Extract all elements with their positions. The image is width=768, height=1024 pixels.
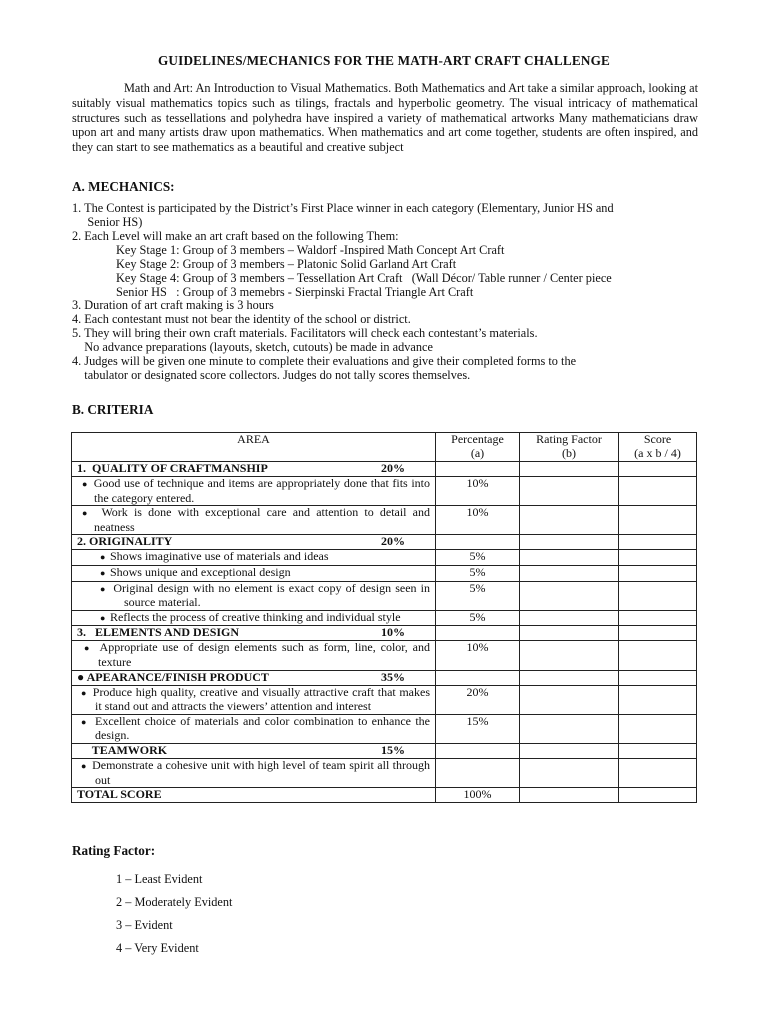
table-row: [72, 685, 697, 714]
bullet-icon: ●: [100, 552, 110, 563]
score-cell: [619, 714, 697, 743]
rating-factor-heading: Rating Factor:: [72, 843, 156, 858]
empty-cell: [520, 626, 619, 641]
section-weight: 20%: [381, 461, 405, 475]
criterion-label: Work is done with exceptional care and attention to detail and neatness: [94, 505, 431, 534]
bullet-icon: ●: [81, 760, 93, 771]
empty-cell: [619, 743, 697, 758]
rating-cell: [520, 506, 619, 535]
score-cell: [619, 685, 697, 714]
criterion-label: Shows unique and exceptional design: [109, 565, 291, 579]
mechanics-line: Key Stage 2: Group of 3 members – Platonic Solid Garland Art Craft: [116, 257, 457, 271]
section-label: ● APEARANCE/FINISH PRODUCT: [77, 670, 269, 684]
mechanics-line: tabulator or designated score collectors. Judges do not tally scores themselves.: [72, 368, 471, 382]
empty-cell: [520, 462, 619, 477]
percentage-cell: 5%: [436, 581, 520, 610]
empty-cell: [619, 626, 697, 641]
bullet-icon: ●: [82, 508, 102, 519]
rating-cell: [520, 610, 619, 626]
document-title: GUIDELINES/MECHANICS FOR THE MATH-ART CRAFT CHALLENGE: [157, 53, 611, 68]
criterion-text: [72, 550, 436, 566]
percentage-cell: 5%: [436, 610, 520, 626]
rating-factor-item: 3 – Evident: [116, 918, 173, 932]
section-title: [72, 535, 436, 550]
intro-paragraph: Math and Art: An Introduction to Visual Mathematics. Both Mathematics and Art take a similar approach, looking at suitably visual mathematics topics such as tilings, fractals and hyperbolic geometry. The visual intricacy of mathematical structures such as tessellations and polyhedra have inspired a variety of mathematical artworks Many mathematicians draw upon art and many artists draw upon mathematics. When mathematics and art come together, students are often inspired, and they can start to see mathematics as a beautiful and creative subject: [72, 81, 698, 155]
section-label: 1. QUALITY OF CRAFTMANSHIP: [77, 461, 268, 475]
criterion-text: [72, 506, 436, 535]
section-label: 2. ORIGINALITY: [77, 534, 173, 549]
empty-cell: [520, 743, 619, 758]
mechanics-line: 2. Each Level will make an art craft based on the following Them:: [72, 229, 399, 243]
percentage-cell: [436, 758, 520, 787]
bullet-icon: ●: [100, 567, 110, 578]
score-cell: [619, 565, 697, 581]
criteria-table: [71, 432, 697, 803]
rating-factor-item: 4 – Very Evident: [116, 941, 199, 955]
section-label: 3. ELEMENTS AND DESIGN: [77, 625, 240, 640]
criterion-text: [72, 714, 436, 743]
section-weight: 10%: [381, 625, 405, 640]
rating-cell: [520, 758, 619, 787]
percentage-cell: 15%: [436, 714, 520, 743]
criterion-label: Demonstrate a cohesive unit with high level of team spirit all through out: [92, 758, 430, 787]
bullet-icon: ●: [100, 583, 114, 594]
bullet-icon: ●: [100, 612, 110, 623]
score-header: Score (a x b / 4): [619, 433, 697, 462]
percentage-cell: 10%: [436, 641, 520, 670]
rating-cell: [520, 477, 619, 506]
empty-cell: [619, 788, 697, 803]
rating-factor-header: Rating Factor (b): [520, 433, 619, 462]
mechanics-line: Senior HS): [72, 215, 143, 229]
rating-factor-item: 1 – Least Evident: [116, 872, 203, 886]
section-weight: 15%: [381, 743, 405, 757]
percentage-cell: 5%: [436, 550, 520, 566]
score-cell: [619, 506, 697, 535]
rating-cell: [520, 550, 619, 566]
criterion-label: Shows imaginative use of materials and ideas: [109, 549, 329, 564]
table-header-row: [72, 433, 697, 462]
empty-cell: [520, 670, 619, 685]
criterion-text: [72, 581, 436, 610]
percentage-cell: 5%: [436, 565, 520, 581]
score-cell: [619, 477, 697, 506]
section-title: [72, 743, 436, 758]
rating-cell: [520, 581, 619, 610]
table-row: [72, 610, 697, 626]
criterion-text: [72, 685, 436, 714]
criterion-text: [72, 477, 436, 506]
rating-cell: [520, 714, 619, 743]
bullet-icon: ●: [81, 716, 95, 727]
criterion-label: Appropriate use of design elements such as form, line, color, and texture: [98, 640, 431, 669]
percentage-cell: 10%: [436, 506, 520, 535]
total-label-text: TOTAL SCORE: [77, 787, 162, 802]
table-row: [72, 565, 697, 581]
section-weight: 20%: [381, 534, 405, 549]
total-row: [72, 788, 697, 803]
rating-cell: [520, 565, 619, 581]
mechanics-line: Key Stage 4: Group of 3 members – Tessellation Art Craft (Wall Décor/ Table runner / Center piece: [116, 271, 612, 285]
section-row: [72, 462, 697, 477]
bullet-icon: ●: [81, 687, 93, 698]
score-cell: [619, 581, 697, 610]
criterion-label: Produce high quality, creative and visually attractive craft that makes it stand out and attracts the viewers’ attention and interest: [92, 685, 431, 714]
mechanics-line: No advance preparations (layouts, sketch, cutouts) be made in advance: [72, 340, 433, 354]
percentage-cell: 10%: [436, 477, 520, 506]
total-label: [72, 788, 436, 803]
score-cell: [619, 641, 697, 670]
mechanics-line: 4. Each contestant must not bear the identity of the school or district.: [72, 312, 411, 326]
rating-factor-item: 2 – Moderately Evident: [116, 895, 233, 909]
empty-cell: [520, 535, 619, 550]
criterion-text: [72, 641, 436, 670]
section-label: TEAMWORK: [77, 743, 168, 757]
mechanics-line: 5. They will bring their own craft materials. Facilitators will check each contestant’s materials.: [72, 326, 538, 340]
table-row: [72, 714, 697, 743]
mechanics-line: 3. Duration of art craft making is 3 hours: [72, 298, 274, 312]
criterion-text: [72, 565, 436, 581]
table-row: [72, 477, 697, 506]
section-title: [72, 462, 436, 477]
empty-cell: [520, 788, 619, 803]
section-title: [72, 626, 436, 641]
empty-cell: [436, 626, 520, 641]
score-cell: [619, 758, 697, 787]
mechanics-line: Key Stage 1: Group of 3 members – Waldorf -Inspired Math Concept Art Craft: [116, 243, 505, 257]
section-row: [72, 626, 697, 641]
criterion-label: Reflects the process of creative thinking and individual style: [109, 610, 401, 624]
score-cell: [619, 610, 697, 626]
percentage-cell: 20%: [436, 685, 520, 714]
section-row: [72, 670, 697, 685]
section-title: [72, 670, 436, 685]
mechanics-line: 1. The Contest is participated by the District’s First Place winner in each category (Elementary, Junior HS and: [72, 201, 614, 215]
percentage-header: Percentage (a): [436, 433, 520, 462]
criterion-label: Good use of technique and items are appropriately done that fits into the category entered.: [93, 476, 431, 505]
score-cell: [619, 550, 697, 566]
section-row: [72, 743, 697, 758]
table-row: [72, 550, 697, 566]
empty-cell: [619, 462, 697, 477]
rating-cell: [520, 641, 619, 670]
table-row: [72, 506, 697, 535]
rating-cell: [520, 685, 619, 714]
area-header: AREA: [72, 433, 436, 462]
criterion-label: Excellent choice of materials and color combination to enhance the design.: [94, 714, 430, 743]
table-row: [72, 581, 697, 610]
bullet-icon: ●: [84, 643, 100, 654]
criterion-text: [72, 610, 436, 626]
section-weight: 35%: [381, 670, 405, 684]
mechanics-line: Senior HS : Group of 3 memebrs - Sierpinski Fractal Triangle Art Craft: [116, 285, 474, 299]
bullet-icon: ●: [82, 479, 94, 489]
empty-cell: [436, 670, 520, 685]
table-row: [72, 641, 697, 670]
total-percentage: 100%: [436, 788, 520, 803]
empty-cell: [436, 743, 520, 758]
criterion-label: Original design with no element is exact copy of design seen in source material.: [113, 581, 430, 610]
empty-cell: [436, 535, 520, 550]
mechanics-heading: A. MECHANICS:: [72, 179, 175, 194]
table-row: [72, 758, 697, 787]
criterion-text: [72, 758, 436, 787]
section-row: [72, 535, 697, 550]
empty-cell: [436, 462, 520, 477]
mechanics-line: 4. Judges will be given one minute to complete their evaluations and give their completed forms to the: [72, 354, 577, 368]
empty-cell: [619, 670, 697, 685]
empty-cell: [619, 535, 697, 550]
criteria-heading: B. CRITERIA: [72, 402, 154, 417]
